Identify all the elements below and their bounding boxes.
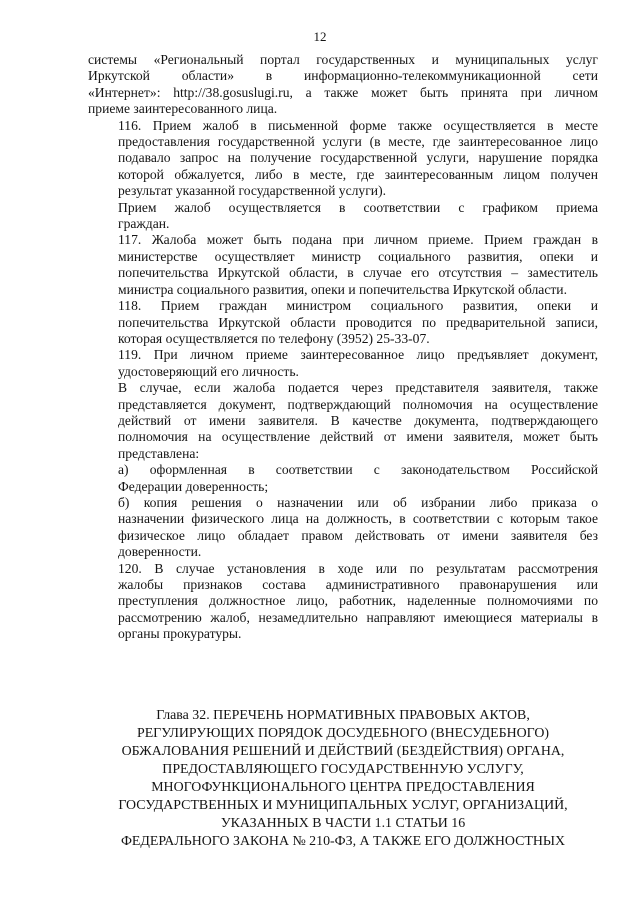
chapter-heading-line: УКАЗАННЫХ В ЧАСТИ 1.1 СТАТЬИ 16 xyxy=(220,816,466,831)
text-line: Федерации доверенность; xyxy=(118,478,269,494)
paragraph xyxy=(88,495,598,561)
text-line: 117. Жалоба может быть подана при личном приеме. Прием граждан в xyxy=(118,232,598,248)
paragraph xyxy=(88,347,598,380)
text-line: представлена: xyxy=(118,445,200,461)
text-line: преступления должностное лицо, работник, наделенные полномочиями по xyxy=(118,593,598,609)
text-line: министра социального развития, опеки и попечительства Иркутской области. xyxy=(118,281,567,297)
text-line: удостоверяющий его личность. xyxy=(118,363,299,379)
chapter-heading-line: ПРЕДОСТАВЛЯЮЩЕГО ГОСУДАРСТВЕННУЮ УСЛУГУ, xyxy=(162,762,524,777)
text-line: Иркутской области» в информационно-телекоммуникационной сети xyxy=(88,68,598,84)
text-line: назначении физического лица на должность, в соответствии с которым такое xyxy=(118,511,598,527)
text-line: системы «Региональный портал государственных и муниципальных услуг xyxy=(88,52,598,67)
text-line: министерстве осуществляет министр социального развития, опеки и xyxy=(118,248,598,264)
page-number: 12 xyxy=(313,29,327,44)
text-line: действий от имени заявителя. В качестве документа, подтверждающего xyxy=(118,412,598,428)
paragraph xyxy=(88,380,598,462)
paragraph xyxy=(88,52,598,118)
paragraph xyxy=(88,200,598,233)
text-line: подавало запрос на получение государственной услуги, нарушение порядка xyxy=(118,150,598,166)
text-line: граждан. xyxy=(118,216,170,232)
chapter-heading xyxy=(88,707,598,851)
paragraph xyxy=(88,232,598,298)
text-line: «Интернет»: http://38.gosuslugi.ru, а также может быть принята при личном xyxy=(88,84,598,100)
text-line: представляется документ, подтверждающий полномочия на осуществление xyxy=(118,396,598,412)
chapter-heading-line: ФЕДЕРАЛЬНОГО ЗАКОНА № 210-ФЗ, А ТАКЖЕ ЕГО ДОЛЖНОСТНЫХ xyxy=(120,834,566,849)
text-line: 119. При личном приеме заинтересованное лицо предъявляет документ, xyxy=(118,347,598,363)
text-line: а) оформленная в соответствии с законодательством Российской xyxy=(118,462,598,478)
text-line: физическое лицо обладает правом действовать от имени заявителя без xyxy=(118,527,598,543)
text-line: результат указанной государственной услуги). xyxy=(118,183,386,199)
text-line: приеме заинтересованного лица. xyxy=(88,101,278,117)
text-line: б) копия решения о назначении или об избрании либо приказа о xyxy=(118,494,598,510)
paragraph xyxy=(88,561,598,643)
chapter-heading-line: ОБЖАЛОВАНИЯ РЕШЕНИЙ И ДЕЙСТВИЙ (БЕЗДЕЙСТВИЯ) ОРГАНА, xyxy=(121,744,565,759)
paragraph xyxy=(88,118,598,200)
text-line: попечительства Иркутской области, в случае его отсутствия – заместитель xyxy=(118,265,598,281)
text-line: рассмотрению жалоб, незамедлительно направляют имеющиеся материалы в xyxy=(118,609,598,625)
text-line: которой обжалуется, либо в месте, где заинтересованным лицом получен xyxy=(118,166,598,182)
paragraph xyxy=(88,298,598,347)
text-line: полномочия на осуществление действий от имени заявителя, может быть xyxy=(118,429,598,445)
text-line: Прием жалоб осуществляется в соответствии с графиком приема xyxy=(118,199,598,215)
text-line: органы прокуратуры. xyxy=(118,626,242,642)
text-line: попечительства Иркутской области проводится по предварительной записи, xyxy=(118,314,598,330)
text-line: которая осуществляется по телефону (3952) 25-33-07. xyxy=(118,330,430,346)
text-line: В случае, если жалоба подается через представителя заявителя, также xyxy=(118,380,598,396)
document-body xyxy=(88,52,598,643)
text-line: 120. В случае установления в ходе или по результатам рассмотрения xyxy=(118,560,598,576)
text-line: 118. Прием граждан министром социального развития, опеки и xyxy=(118,298,598,314)
chapter-heading-line: Глава 32. ПЕРЕЧЕНЬ НОРМАТИВНЫХ ПРАВОВЫХ АКТОВ, xyxy=(156,708,530,723)
paragraph xyxy=(88,462,598,495)
chapter-heading-line: МНОГОФУНКЦИОНАЛЬНОГО ЦЕНТРА ПРЕДОСТАВЛЕНИЯ xyxy=(151,780,535,795)
chapter-heading-line: РЕГУЛИРУЮЩИХ ПОРЯДОК ДОСУДЕБНОГО (ВНЕСУДЕБНОГО) xyxy=(136,726,550,741)
text-line: доверенности. xyxy=(118,544,202,560)
text-line: жалобы признаков состава административного правонарушения или xyxy=(118,577,598,592)
text-line: предоставления государственной услуги (в месте, где заинтересованное лицо xyxy=(118,134,598,150)
text-line: 116. Прием жалоб в письменной форме также осуществляется в месте xyxy=(118,117,598,133)
chapter-heading-line: ГОСУДАРСТВЕННЫХ И МУНИЦИПАЛЬНЫХ УСЛУГ, ОРГАНИЗАЦИЙ, xyxy=(118,798,568,813)
